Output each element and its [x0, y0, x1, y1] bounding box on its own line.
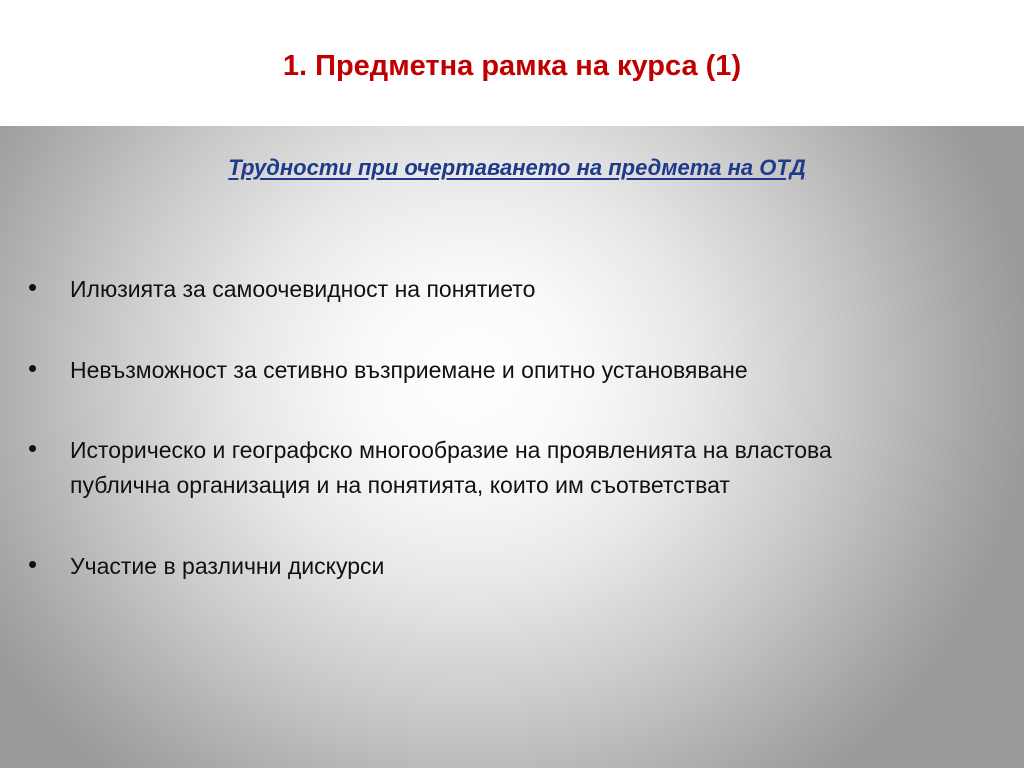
bullet-text: Историческо и географско многообразие на проявленията на властова публична организация и на понятията, които им съответстват [70, 437, 832, 498]
slide-title: 1. Предметна рамка на курса (1) [282, 50, 742, 82]
bullet-text: Участие в различни дискурси [70, 553, 385, 579]
bullet-item [28, 353, 928, 388]
slide-subtitle: Трудности при очертаването на предмета на ОТД [228, 155, 806, 180]
title-bar [0, 0, 1024, 126]
bullet-text: Илюзията за самоочевидност на понятието [70, 276, 536, 302]
bullet-dot-icon: • [28, 433, 38, 463]
bullet-list [28, 272, 928, 584]
bullet-dot-icon: • [28, 272, 38, 302]
bullet-item [28, 272, 928, 307]
bullet-dot-icon: • [28, 549, 38, 579]
bullet-dot-icon: • [28, 353, 38, 383]
bullet-item [28, 549, 928, 584]
bullet-item [28, 433, 928, 503]
bullet-text: Невъзможност за сетивно възприемане и опитно установяване [70, 357, 748, 383]
